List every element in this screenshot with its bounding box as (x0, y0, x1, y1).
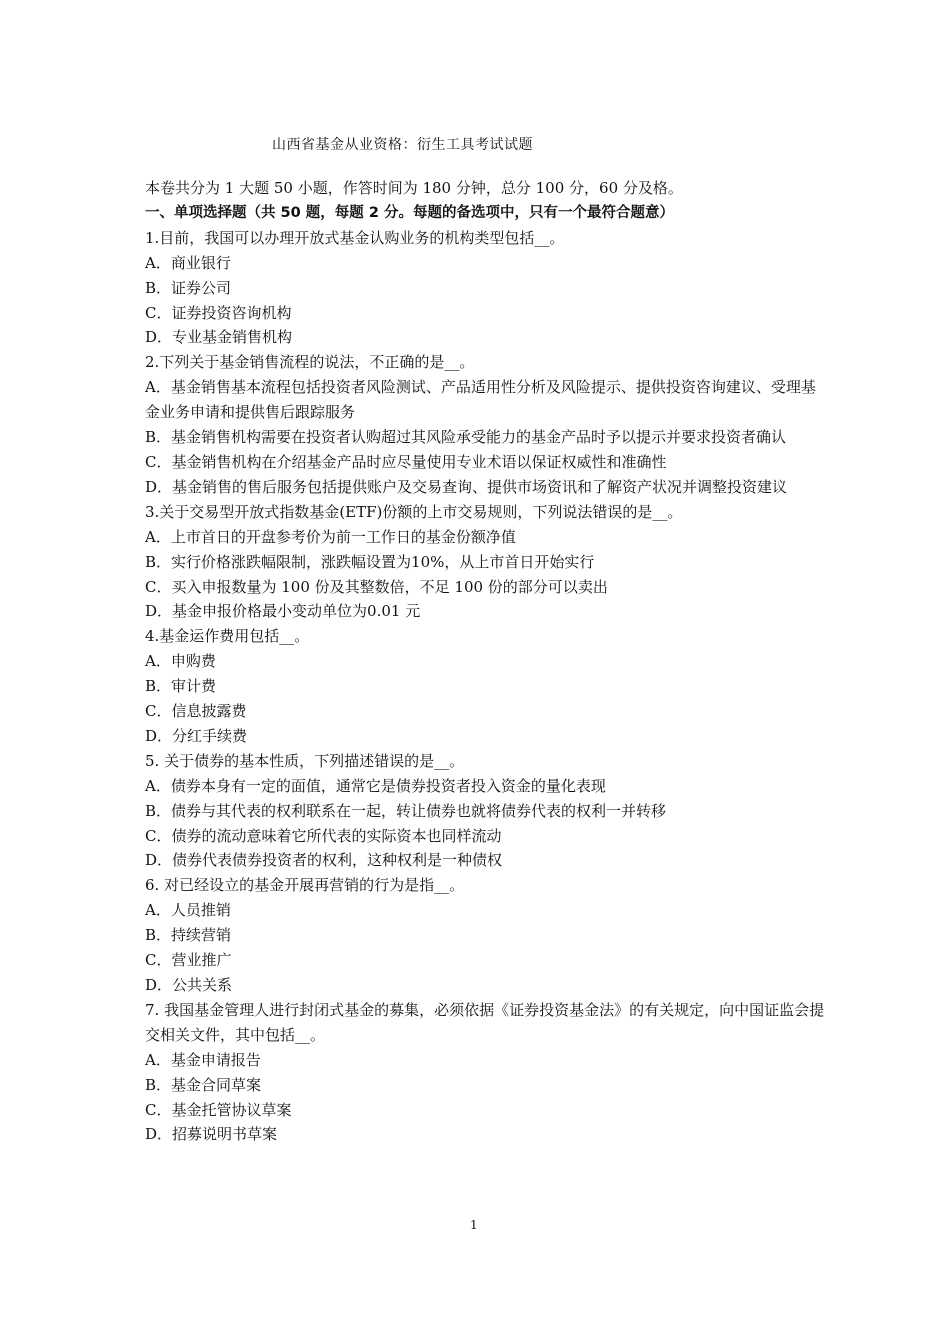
question-3 (145, 500, 825, 625)
question-stem: 2.下列关于基金销售流程的说法，不正确的是__。 (145, 353, 475, 372)
question-stem: 7. 我国基金管理人进行封闭式基金的募集，必须依据《证券投资基金法》的有关规定，向中国证监会提交相关文件，其中包括__。 (145, 1000, 825, 1044)
option-c: C．债券的流动意味着它所代表的实际资本也同样流动 (145, 826, 502, 845)
question-stem: 4.基金运作费用包括__。 (145, 627, 310, 646)
question-4 (145, 624, 825, 749)
question-2 (145, 350, 825, 499)
option-d: D．专业基金销售机构 (145, 328, 293, 347)
option-d: D．债券代表债券投资者的权利，这种权利是一种债权 (145, 851, 503, 870)
question-5 (145, 749, 825, 874)
option-b: B．证券公司 (145, 278, 232, 297)
exam-intro: 本卷共分为 1 大题 50 小题，作答时间为 180 分钟，总分 100 分，60 分及格。 (145, 179, 683, 197)
option-b: B．基金合同草案 (145, 1075, 262, 1094)
option-b: B．基金销售机构需要在投资者认购超过其风险承受能力的基金产品时予以提示并要求投资者确认 (145, 428, 787, 447)
option-b: B．审计费 (145, 677, 217, 696)
option-c: C．证券投资咨询机构 (145, 303, 292, 322)
option-c: C．基金销售机构在介绍基金产品时应尽量使用专业术语以保证权威性和准确性 (145, 452, 667, 471)
option-c: C．买入申报数量为 100 份及其整数倍，不足 100 份的部分可以卖出 (145, 577, 608, 596)
option-d: D．基金销售的售后服务包括提供账户及交易查询、提供市场资讯和了解资产状况并调整投资建议 (145, 477, 788, 496)
option-d: D．招募说明书草案 (145, 1125, 278, 1144)
option-a: A．商业银行 (145, 253, 231, 272)
option-d: D．分红手续费 (145, 726, 248, 745)
option-a: A．基金销售基本流程包括投资者风险测试、产品适用性分析及风险提示、提供投资咨询建议、受理基金业务申请和提供售后跟踪服务 (145, 378, 816, 422)
option-a: A．申购费 (145, 652, 216, 671)
page-number: 1 (470, 1218, 478, 1232)
option-a: A．上市首日的开盘参考价为前一工作日的基金份额净值 (145, 527, 516, 546)
option-b: B．实行价格涨跌幅限制，涨跌幅设置为10%，从上市首日开始实行 (145, 552, 595, 571)
option-a: A．人员推销 (145, 901, 231, 920)
question-6 (145, 873, 825, 998)
option-a: A．基金申请报告 (145, 1050, 261, 1069)
question-stem: 5. 关于债券的基本性质，下列描述错误的是__。 (145, 751, 465, 770)
option-c: C．基金托管协议草案 (145, 1100, 292, 1119)
option-c: C．信息披露费 (145, 702, 247, 721)
option-c: C．营业推广 (145, 951, 232, 970)
option-a: A．债券本身有一定的面值，通常它是债券投资者投入资金的量化表现 (145, 776, 606, 795)
document-title: 山西省基金从业资格：衍生工具考试试题 (272, 137, 533, 153)
option-d: D．公共关系 (145, 976, 233, 994)
question-1 (145, 226, 825, 351)
document-body (145, 176, 825, 1147)
option-b: B．持续营销 (145, 926, 232, 945)
question-stem: 3.关于交易型开放式指数基金(ETF)份额的上市交易规则，下列说法错误的是__。 (145, 502, 683, 521)
question-7 (145, 998, 825, 1147)
option-d: D．基金申报价格最小变动单位为0.01 元 (145, 602, 421, 621)
option-b: B．债券与其代表的权利联系在一起，转让债券也就将债券代表的权利一并转移 (145, 801, 667, 820)
question-stem: 6. 对已经设立的基金开展再营销的行为是指__。 (145, 876, 465, 895)
question-stem: 1.目前，我国可以办理开放式基金认购业务的机构类型包括__。 (145, 228, 565, 247)
section-heading: 一、单项选择题（共 50 题，每题 2 分。每题的备选项中，只有一个最符合题意） (145, 204, 674, 221)
